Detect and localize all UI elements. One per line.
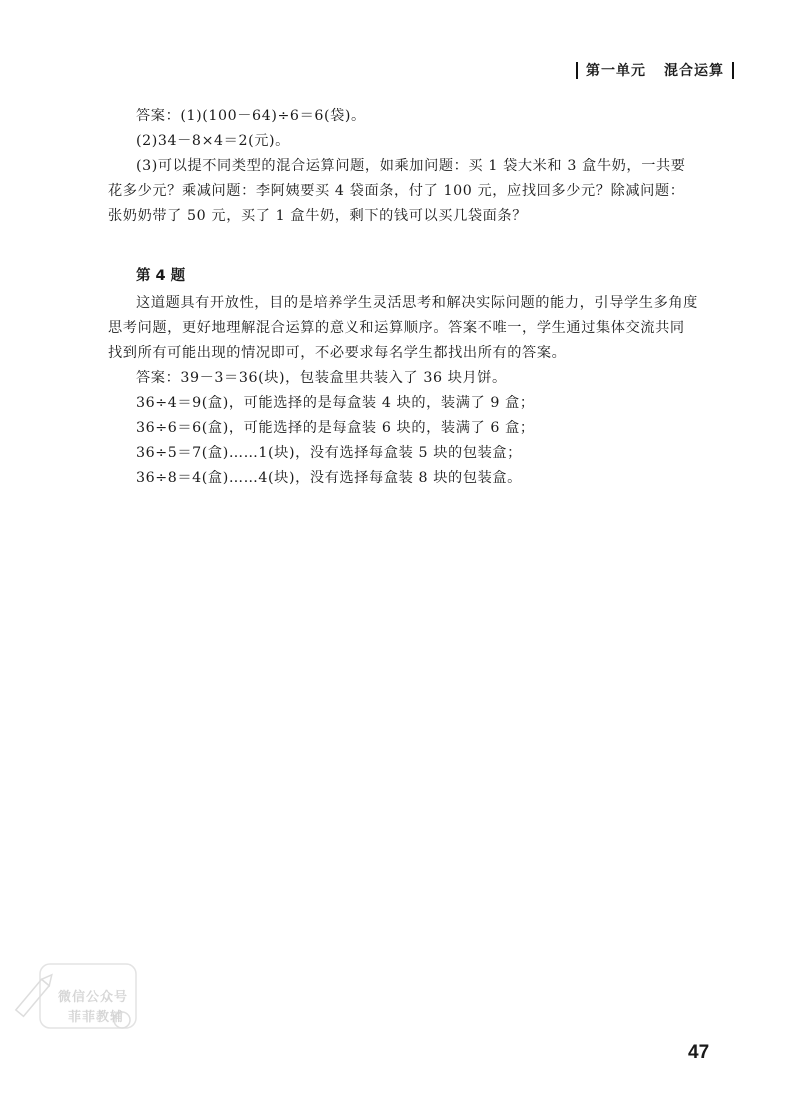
running-header xyxy=(568,60,742,80)
answer-line-2: (2)34－8×4＝2(元)。 xyxy=(136,133,290,149)
watermark xyxy=(10,960,140,1036)
case-line: 36÷5＝7(盒)……1(块)，没有选择每盒装 5 块的包装盒； xyxy=(136,445,522,461)
answer-line-3: (3)可以提不同类型的混合运算问题，如乘加问题：买 1 袋大米和 3 盒牛奶，一共要花多少元？乘减问题：李阿姨要买 4 袋面条，付了 100 元，应找回多少元？除减问题：张奶奶带了 50 元，买了 1 盒牛奶，剩下的钱可以买几袋面条？ xyxy=(108,158,686,224)
section-intro: 这道题具有开放性，目的是培养学生灵活思考和解决实际问题的能力，引导学生多角度思考问题，更好地理解混合运算的意义和运算顺序。答案不唯一，学生通过集体交流共同找到所有可能出现的情况即可，不必要求每名学生都找出所有的答案。 xyxy=(108,295,698,361)
page-content xyxy=(108,104,698,491)
header-right-bar xyxy=(732,62,734,79)
case-line: 36÷6＝6(盒)，可能选择的是每盒装 6 块的，装满了 6 盒； xyxy=(136,420,535,436)
case-line: 36÷4＝9(盒)，可能选择的是每盒装 4 块的，装满了 9 盒； xyxy=(136,395,535,411)
section-title: 第 4 题 xyxy=(136,268,186,284)
page-number: 47 xyxy=(688,1042,710,1063)
section-answer: 答案：39－3＝36(块)，包装盒里共装入了 36 块月饼。 xyxy=(136,370,507,386)
case-line: 36÷8＝4(盒)……4(块)，没有选择每盒装 8 块的包装盒。 xyxy=(136,470,522,486)
header-unit: 第一单元 xyxy=(586,63,646,79)
watermark-line-1: 微信公众号 xyxy=(58,990,129,1005)
watermark-line-2: 菲菲教辅 xyxy=(68,1010,125,1025)
answer-line-1: 答案：(1)(100－64)÷6＝6(袋)。 xyxy=(136,108,366,124)
header-topic: 混合运算 xyxy=(664,63,724,79)
header-left-bar xyxy=(576,62,578,79)
